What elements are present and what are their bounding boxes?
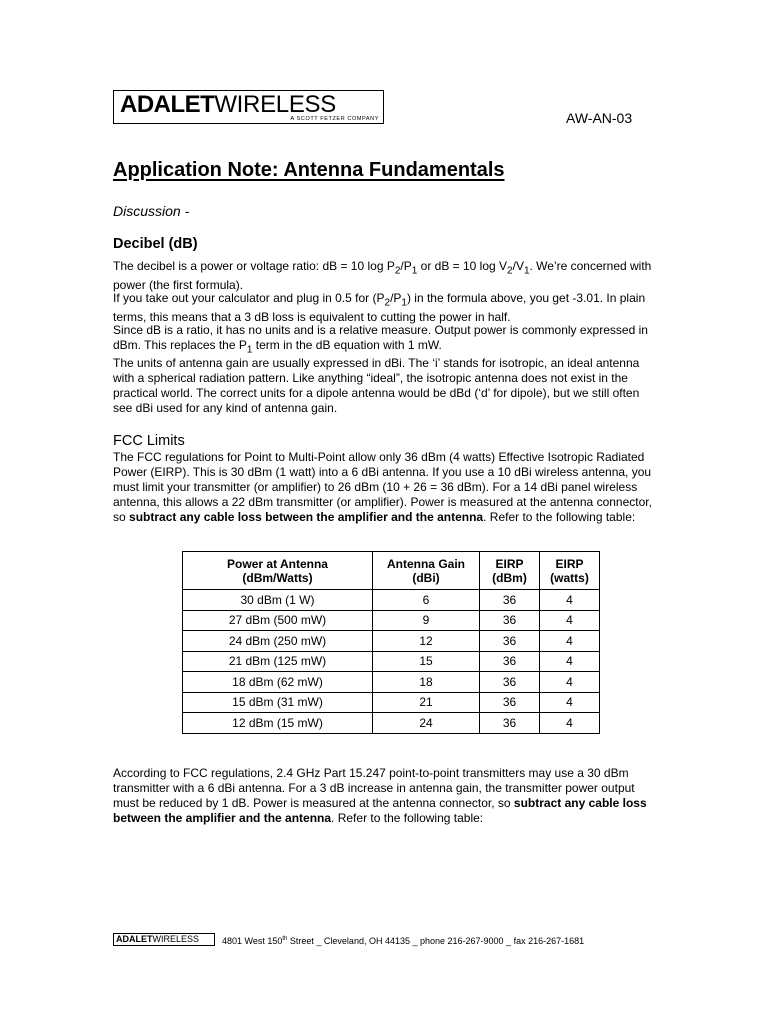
eirp-table (182, 551, 600, 734)
table-cell: 30 dBm (1 W) (183, 590, 373, 611)
column-header: EIRP (dBm) (480, 552, 540, 590)
table-cell: 4 (540, 651, 600, 672)
table-cell: 15 dBm (31 mW) (183, 692, 373, 713)
fcc-paragraph-2: According to FCC regulations, 2.4 GHz Part 15.247 point-to-point transmitters may use a 30 dBm transmitter with a 6 dBi antenna. For a 3 dB increase in antenna gain, the transmitter power output must be reduced by 1 dB. Power is measured at the antenna connector, so subtract any cable loss between the amplifier and the antenna. Refer to the following table: (113, 766, 647, 825)
table-cell: 4 (540, 692, 600, 713)
table-row (183, 590, 600, 611)
table-row (183, 692, 600, 713)
decibel-paragraph-4: The units of antenna gain are usually expressed in dBi. The ‘i’ stands for isotropic, an ideal antenna with a spherical radiation pattern. Like anything “ideal”, the isotropic antenna does not exist in the practical world. The correct units for a dipole antenna would be dBd (‘d’ for dipole), but we still often see dBi used for any kind of antenna gain. (113, 356, 640, 415)
table-row (183, 713, 600, 734)
table-cell: 18 dBm (62 mW) (183, 672, 373, 693)
discussion-label: Discussion - (113, 203, 190, 219)
decibel-paragraph-2: If you take out your calculator and plug in 0.5 for $(P_2/P_1)$ in the formula above, you get -3.01. In plain terms, this means that a 3 dB loss is equivalent to cutting the power in half. (113, 291, 646, 325)
logo-tagline: A SCOTT FETZER COMPANY (290, 116, 379, 122)
footer-address: 4801 West 150th Street _ Cleveland, OH 44135 _ phone 216-267-9000 _ fax 216-267-1681 (222, 936, 585, 946)
table-cell: 36 (480, 672, 540, 693)
table-cell: 24 dBm (250 mW) (183, 631, 373, 652)
table-cell: 36 (480, 610, 540, 631)
table-header-row (183, 552, 600, 590)
table-cell: 21 dBm (125 mW) (183, 651, 373, 672)
page-footer (113, 933, 658, 949)
fcc-heading: FCC Limits (113, 433, 185, 449)
table-cell: 21 (373, 692, 480, 713)
column-header: Power at Antenna (dBm/Watts) (183, 552, 373, 590)
table-cell: 4 (540, 610, 600, 631)
table-cell: 36 (480, 590, 540, 611)
logo-wordmark: ADALETWIRELESS (120, 91, 336, 118)
table-cell: 36 (480, 692, 540, 713)
company-logo (113, 90, 384, 124)
table-cell: 18 (373, 672, 480, 693)
table-cell: 4 (540, 590, 600, 611)
decibel-heading: Decibel (dB) (113, 236, 198, 252)
table-cell: 12 (373, 631, 480, 652)
decibel-paragraph-3: Since dB is a ratio, it has no units and is a relative measure. Output power is commonly expressed in dBm. This replaces the $P_1$ term in the dB equation with 1 mW. (113, 323, 648, 356)
table-cell: 24 (373, 713, 480, 734)
table-cell: 4 (540, 631, 600, 652)
table-row (183, 610, 600, 631)
table-row (183, 672, 600, 693)
table-row (183, 631, 600, 652)
column-header: Antenna Gain (dBi) (373, 552, 480, 590)
table-cell: 36 (480, 651, 540, 672)
document-id: AW-AN-03 (566, 110, 633, 126)
decibel-paragraph-1: The decibel is a power or voltage ratio: dB = 10 $\log P_2/P_1$ or dB = 10 $\log V_2/V_1$. We’re concerned with power (the first formula). (113, 259, 652, 293)
column-header: EIRP (watts) (540, 552, 600, 590)
table-cell: 4 (540, 672, 600, 693)
footer-logo: ADALETWIRELESS (113, 933, 215, 946)
table-cell: 4 (540, 713, 600, 734)
table-cell: 27 dBm (500 mW) (183, 610, 373, 631)
table-cell: 36 (480, 631, 540, 652)
table-cell: 6 (373, 590, 480, 611)
table-cell: 12 dBm (15 mW) (183, 713, 373, 734)
table-row (183, 651, 600, 672)
table-cell: 36 (480, 713, 540, 734)
fcc-paragraph-1: The FCC regulations for Point to Multi-Point allow only 36 dBm (4 watts) Effective Isotropic Radiated Power (EIRP). This is 30 dBm (1 watt) into a 6 dBi antenna. If you use a 10 dBi wireless antenna, you must limit your transmitter (or amplifier) to 26 dBm (10 + 26 = 36 dBm). For a 14 dBi panel wireless antenna, this allows a 22 dBm transmitter (or amplifier). Power is measured at the antenna connector, so subtract any cable loss between the amplifier and the antenna. Refer to the following table: (113, 450, 652, 524)
page-title: Application Note: Antenna Fundamentals (113, 159, 505, 181)
table-cell: 15 (373, 651, 480, 672)
table-cell: 9 (373, 610, 480, 631)
